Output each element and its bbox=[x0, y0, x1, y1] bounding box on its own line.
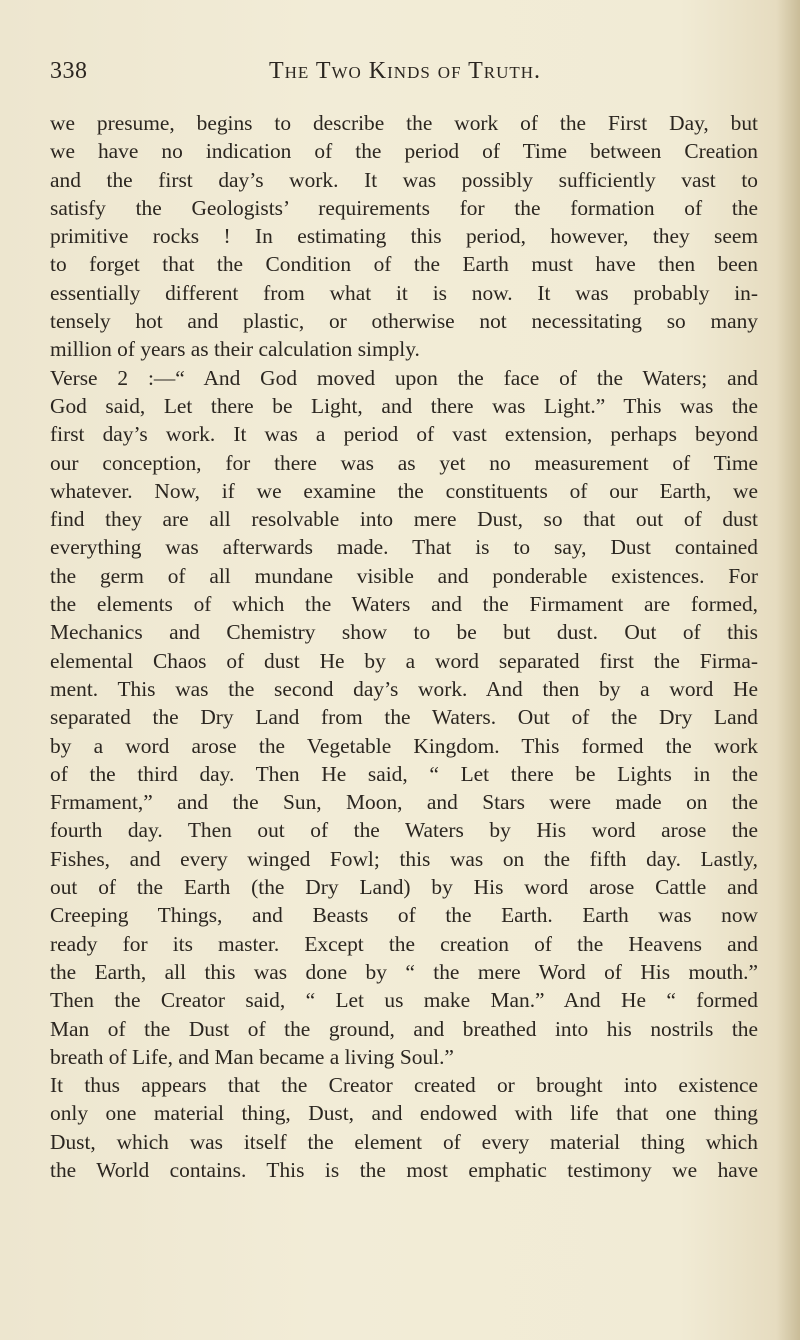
text-line: ready for its master. Except the creation of the Heavens and bbox=[50, 931, 758, 956]
text-line: God said, Let there be Light, and there was Light.” This was the bbox=[50, 393, 758, 418]
text-line: satisfy the Geologists’ requirements for the formation of the bbox=[50, 195, 758, 220]
text-line: the germ of all mundane visible and ponderable existences. For bbox=[50, 563, 758, 588]
text-line: ment. This was the second day’s work. And then by a word He bbox=[50, 676, 758, 701]
running-title: The Two Kinds of Truth. bbox=[268, 58, 542, 84]
text-line: to forget that the Condition of the Earth must have then been bbox=[50, 252, 758, 277]
text-line: of the third day. Then He said, “ Let there be Lights in the bbox=[50, 761, 758, 786]
text-line: first day’s work. It was a period of vast extension, perhaps beyond bbox=[50, 422, 758, 447]
text-line: Verse 2 :—“ And God moved upon the face of the Waters; and bbox=[50, 365, 758, 390]
text-line: our conception, for there was as yet no measurement of Time bbox=[50, 450, 758, 475]
text-line: million of years as their calculation simply. bbox=[50, 337, 420, 362]
text-line: the elements of which the Waters and the Firmament are formed, bbox=[50, 592, 758, 617]
page-header bbox=[50, 58, 760, 88]
text-line: we have no indication of the period of Time between Creation bbox=[50, 139, 758, 164]
text-line: breath of Life, and Man became a living Soul.” bbox=[50, 1044, 454, 1069]
text-line: Then the Creator said, “ Let us make Man.” And He “ formed bbox=[50, 988, 758, 1013]
text-line: whatever. Now, if we examine the constituents of our Earth, we bbox=[50, 478, 758, 503]
text-line: Creeping Things, and Beasts of the Earth. Earth was now bbox=[50, 903, 758, 928]
text-line: everything was afterwards made. That is to say, Dust contained bbox=[50, 535, 758, 560]
text-line: fourth day. Then out of the Waters by His word arose the bbox=[50, 818, 758, 843]
text-line: essentially different from what it is now. It was probably in- bbox=[50, 280, 758, 305]
text-line: Fishes, and every winged Fowl; this was on the fifth day. Lastly, bbox=[50, 846, 758, 871]
page-number: 338 bbox=[50, 58, 88, 84]
text-line: out of the Earth (the Dry Land) by His word arose Cattle and bbox=[50, 875, 758, 900]
text-line: Frmament,” and the Sun, Moon, and Stars were made on the bbox=[50, 790, 758, 815]
text-line: Dust, which was itself the element of every material thing which bbox=[50, 1129, 758, 1154]
text-line: elemental Chaos of dust He by a word separated first the Firma- bbox=[50, 648, 758, 673]
text-line: Mechanics and Chemistry show to be but dust. Out of this bbox=[50, 620, 758, 645]
text-line: and the first day’s work. It was possibly sufficiently vast to bbox=[50, 167, 758, 192]
text-line: only one material thing, Dust, and endowed with life that one thing bbox=[50, 1101, 758, 1126]
text-line: It thus appears that the Creator created or brought into existence bbox=[50, 1073, 758, 1098]
text-line: primitive rocks ! In estimating this period, however, they seem bbox=[50, 224, 758, 249]
text-line: separated the Dry Land from the Waters. Out of the Dry Land bbox=[50, 705, 758, 730]
body-text bbox=[50, 109, 758, 1184]
text-line: by a word arose the Vegetable Kingdom. This formed the work bbox=[50, 733, 758, 758]
text-line: Man of the Dust of the ground, and breathed into his nostrils the bbox=[50, 1016, 758, 1041]
text-line: the World contains. This is the most emphatic testimony we have bbox=[50, 1157, 758, 1182]
text-line: the Earth, all this was done by “ the mere Word of His mouth.” bbox=[50, 959, 758, 984]
text-line: we presume, begins to describe the work of the First Day, but bbox=[50, 111, 758, 135]
text-line: tensely hot and plastic, or otherwise not necessitating so many bbox=[50, 309, 758, 334]
text-line: find they are all resolvable into mere Dust, so that out of dust bbox=[50, 507, 758, 532]
